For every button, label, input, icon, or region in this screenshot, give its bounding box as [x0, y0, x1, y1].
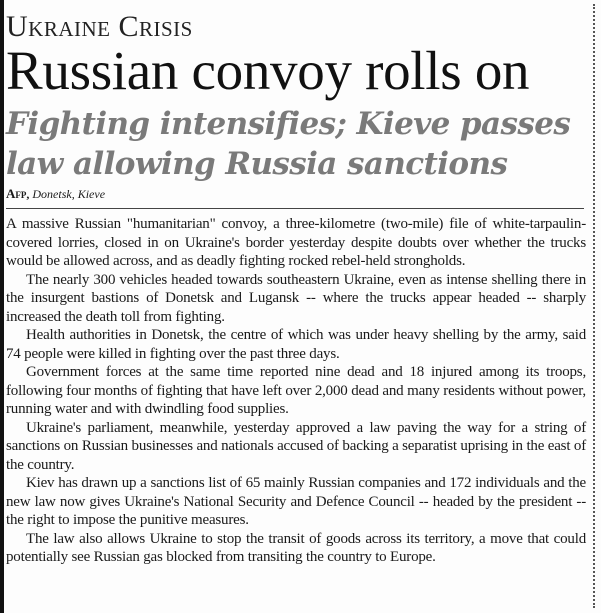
dotted-column-rule — [593, 4, 595, 608]
paragraph: Government forces at the same time reported nine dead and 18 injured among its troops, following four months of fighting that have left over 2,000 dead and many residents without power, running water and with dwindling food supplies. — [6, 364, 586, 417]
byline — [6, 186, 586, 202]
byline-divider — [6, 208, 584, 209]
subheadline: Fighting intensifies; Kieve passes law allowing Russia sanctions — [6, 106, 571, 182]
section-kicker: Ukraine Crisis — [6, 10, 193, 43]
paragraph: The nearly 300 vehicles headed towards southeastern Ukraine, even as intense shelling there in the insurgent bastions of Donetsk and Lugansk -- where the trucks appear headed -- sharply increased the death toll from fighting. — [6, 271, 586, 325]
left-edge-rule — [0, 0, 4, 613]
paragraph: Kiev has drawn up a sanctions list of 65 mainly Russian companies and 172 individuals and the new law now gives Ukraine's National Security and Defence Council -- headed by the president -- the right to impose the punitive measures. — [6, 475, 586, 528]
article-body — [6, 215, 586, 567]
byline-agency: Afp — [6, 186, 27, 201]
article — [6, 6, 586, 567]
byline-location: Donetsk, Kieve — [32, 187, 106, 201]
headline: Russian convoy rolls on — [6, 40, 530, 101]
paragraph: Ukraine's parliament, meanwhile, yesterday approved a law paving the way for a string of sanctions on Russian businesses and nationals accused of backing a separatist uprising in the east of the country. — [6, 419, 586, 473]
byline-separator: , — [26, 187, 30, 201]
paragraph: Health authorities in Donetsk, the centre of which was under heavy shelling by the army, said 74 people were killed in fighting over the past three days. — [6, 327, 586, 362]
paragraph: A massive Russian "humanitarian" convoy, a three-kilometre (two-mile) file of white-tarpaulin-covered lorries, closed in on Ukraine's border yesterday despite doubts over whether the trucks would be allowed across, and as deadly fighting rocked rebel-held strongholds. — [6, 216, 586, 269]
paragraph: The law also allows Ukraine to stop the transit of goods across its territory, a move that could potentially see Russian gas blocked from transiting the country to Europe. — [6, 530, 586, 565]
